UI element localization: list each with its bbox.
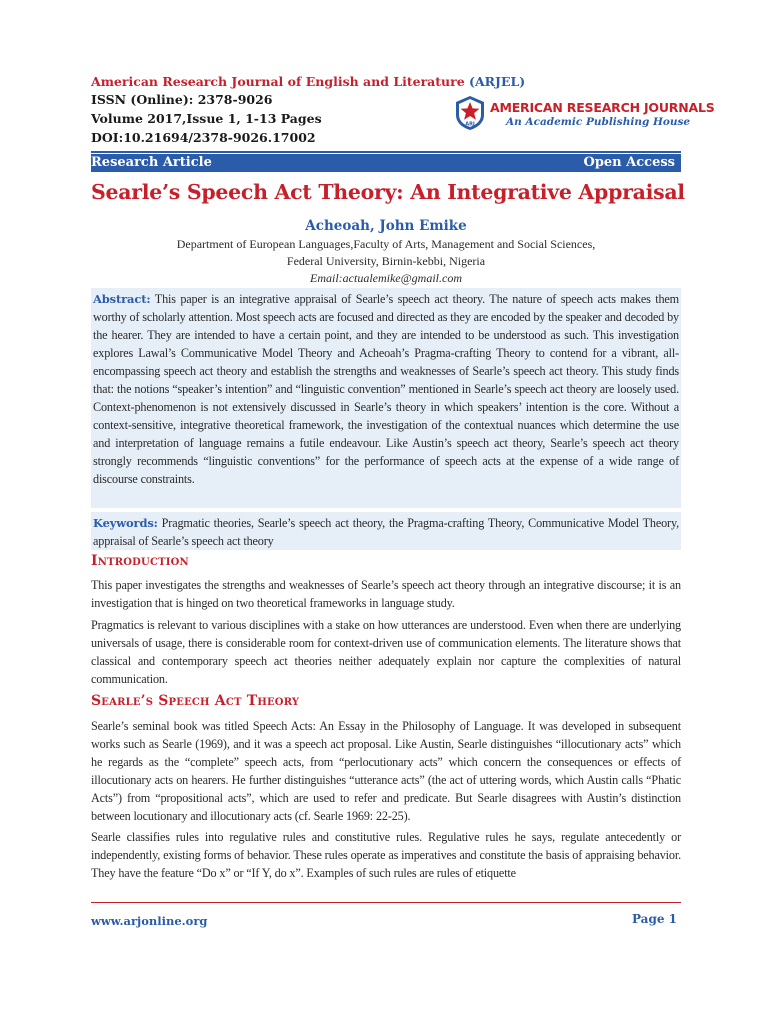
keywords-box xyxy=(91,512,681,550)
journal-name: American Research Journal of English and Literature (ARJEL) xyxy=(91,74,526,89)
searle-heading: Searle’s Speech Act Theory xyxy=(91,693,300,709)
abstract-text: Abstract: This paper is an integrative appraisal of Searle’s speech act theory. The nature of speech acts makes them worthy of scholarly attention. Most speech acts are focused and directed as they are encoded by the speaker and decoded by the hearer. They are intended to have a certain point, and they are intended to be understood as such. This investigation explores Lawal’s Communicative Model Theory and Acheoah’s Pragma-crafting Theory to contend for a vibrant, all-encompassing speech act theory and establish the strengths and weaknesses of Searle’s speech act theory. This study finds that: the notions “speaker’s intention” and “linguistic convention” mentioned in Searle’s speech act theory are loosely used. Context-phenomenon is not extensively discussed in Searle’s theory in which speakers’ intention is the core. Without a context-sensitive, integrative theoretical framework, the investigation of the contextual nuances which determine the use and interpretation of language remains a futile endeavour. Like Austin’s speech act theory, Searle’s speech act theory strongly recommends “linguistic conventions” for the performance of speech acts at the expense of a wide range of discourse constraints. xyxy=(93,292,679,486)
star-emblem-icon xyxy=(454,95,486,131)
issn: ISSN (Online): 2378-9026 xyxy=(91,92,273,107)
author-affiliation xyxy=(91,236,681,287)
article-title: Searle’s Speech Act Theory: An Integrative Appraisal xyxy=(91,180,685,204)
article-type: Research Article xyxy=(91,155,212,170)
logo-mark-text: ARJ xyxy=(465,121,475,128)
doi: DOI:10.21694/2378-9026.17002 xyxy=(91,130,316,145)
logo-tagline: An Academic Publishing House xyxy=(506,116,691,128)
author-email: Email:actualemike@gmail.com xyxy=(310,271,462,285)
journal-abbr: (ARJEL) xyxy=(469,74,526,89)
abstract-box xyxy=(91,288,681,508)
searle-paragraph-1: Searle’s seminal book was titled Speech Acts: An Essay in the Philosophy of Language. It was developed in subsequent works such as Searle (1969), and it was a speech act proposal. Like Austin, Searle distinguishes “illocutionary acts” which he regards as the “complete” speech acts, from “perlocutionary acts” which concern the consequences or effects of illocutionary acts on hearers. He further distinguishes “utterance acts” (the act of uttering words, which Austin calls “Phatic Acts”) from “propositional acts”, which are used to refer and predicate. But Searle disagrees with Austin’s distinction between locutionary and illocutionary acts (cf. Searle 1969: 22-25). xyxy=(91,719,681,823)
keywords-text: Keywords: Pragmatic theories, Searle’s speech act theory, the Pragma-crafting Theory, Communicative Model Theory, appraisal of Searle’s speech act theory xyxy=(93,516,679,548)
article-type-band xyxy=(91,154,681,172)
introduction-paragraph-1: This paper investigates the strengths and weaknesses of Searle’s speech act theory through an integrative discourse; it is an investigation that is hinged on two theoretical frameworks in language study. xyxy=(91,578,681,610)
footer-divider xyxy=(91,902,681,903)
journal-website: www.arjonline.org xyxy=(91,914,208,928)
introduction-paragraph-2: Pragmatics is relevant to various disciplines with a stake on how utterances are understood. Even when there are underlying universals of usage, there is considerable room for context-driven use of communication elements. The literature shows that classical and contemporary speech act theories neither adequately explain nor capture the complexities of natural communication. xyxy=(91,618,681,686)
affiliation-line-2: Federal University, Birnin-kebbi, Nigeria xyxy=(286,254,486,268)
publisher-logo xyxy=(454,95,715,135)
author-name: Acheoah, John Emike xyxy=(305,218,467,234)
abstract-label: Abstract: xyxy=(93,292,151,306)
header-divider xyxy=(91,151,681,153)
logo-name: AMERICAN RESEARCH JOURNALS xyxy=(490,100,715,115)
keywords-label: Keywords: xyxy=(93,516,158,530)
volume-info: Volume 2017,Issue 1, 1-13 Pages xyxy=(91,111,322,126)
searle-paragraph-2: Searle classifies rules into regulative rules and constitutive rules. Regulative rules he says, regulate antecedently or independently, existing forms of behavior. These rules operate as imperatives and constitute the basis of appraising behavior. They have the feature “Do x” or “If Y, do x”. Examples of such rules are rules of etiquette xyxy=(91,830,681,880)
affiliation-line-1: Department of European Languages,Faculty of Arts, Management and Social Sciences, xyxy=(176,237,596,251)
page-number: Page 1 xyxy=(631,912,677,926)
introduction-heading: Introduction xyxy=(91,553,189,569)
open-access-label: Open Access xyxy=(583,155,675,170)
